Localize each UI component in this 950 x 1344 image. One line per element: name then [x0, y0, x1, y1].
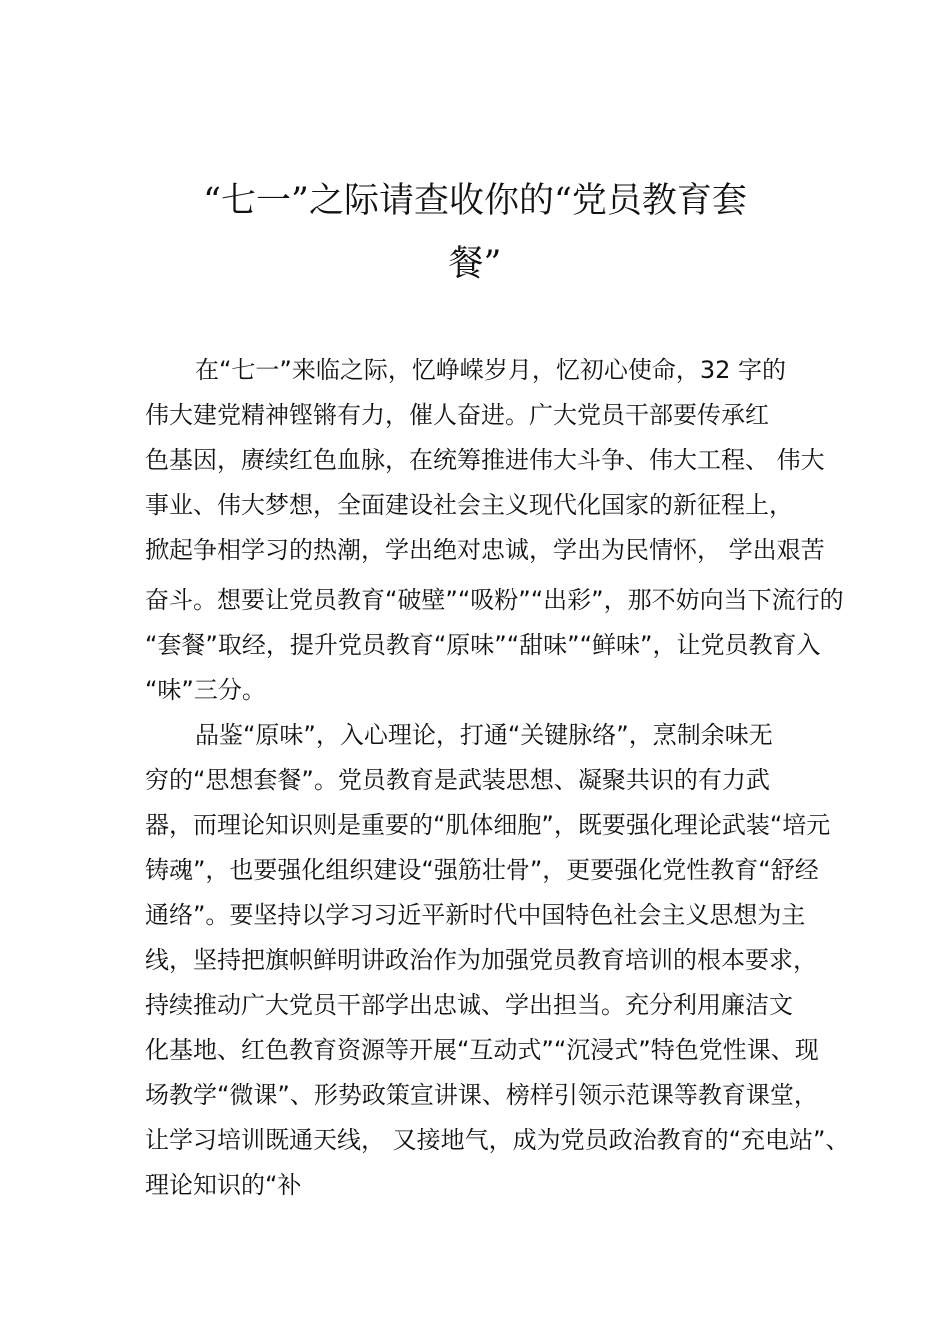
text-line: 器，而理论知识则是重要的“肌体细胞”，既要强化理论武装“培元	[145, 811, 831, 839]
text-line: 色基因，赓续红色血脉，在统筹推进伟大斗争、伟大工程、 伟大	[145, 446, 825, 474]
text-line: 持续推动广大党员干部学出忠诚、学出担当。充分利用廉洁文	[145, 991, 793, 1019]
text-line: 在“七一”来临之际，忆峥嵘岁月，忆初心使命，32 字的	[195, 356, 787, 384]
text-line: “味”三分。	[145, 676, 266, 704]
text-line: 伟大建党精神铿锵有力，催人奋进。广大党员干部要传承红	[145, 401, 769, 429]
text-line: 事业、伟大梦想，全面建设社会主义现代化国家的新征程上，	[145, 491, 793, 519]
text-line: 让学习培训既通天线， 又接地气，成为党员政治教育的“充电站”、	[145, 1126, 850, 1154]
text-line: “套餐”取经，提升党员教育“原味”“甜味”“鲜味”，让党员教育入	[145, 631, 821, 659]
text-line: 场教学“微课”、形势政策宣讲课、榜样引领示范课等教育课堂，	[145, 1081, 818, 1109]
text-line: 通络”。要坚持以学习习近平新时代中国特色社会主义思想为主	[145, 901, 806, 929]
text-line: 穷的“思想套餐”。党员教育是武装思想、凝聚共识的有力武	[145, 766, 770, 794]
text-line: 理论知识的“补	[145, 1171, 302, 1199]
text-line: 线，坚持把旗帜鲜明讲政治作为加强党员教育培训的根本要求，	[145, 946, 817, 974]
text-line: 品鉴“原味”，入心理论，打通“关键脉络”，烹制余味无	[195, 721, 773, 749]
document-title-line-1: “七一”之际请查收你的“党员教育套	[203, 181, 747, 221]
text-line: 掀起争相学习的热潮，学出绝对忠诚，学出为民情怀， 学出艰苦	[145, 536, 825, 564]
text-line: 铸魂”，也要强化组织建设“强筋壮骨”，更要强化党性教育“舒经	[145, 856, 819, 884]
document-title-line-2: 餐”	[448, 244, 502, 284]
text-line: 奋斗。想要让党员教育“破壁”“吸粉”“出彩”，那不妨向当下流行的	[145, 586, 844, 614]
text-line: 化基地、红色教育资源等开展“互动式”“沉浸式”特色党性课、现	[145, 1036, 819, 1064]
